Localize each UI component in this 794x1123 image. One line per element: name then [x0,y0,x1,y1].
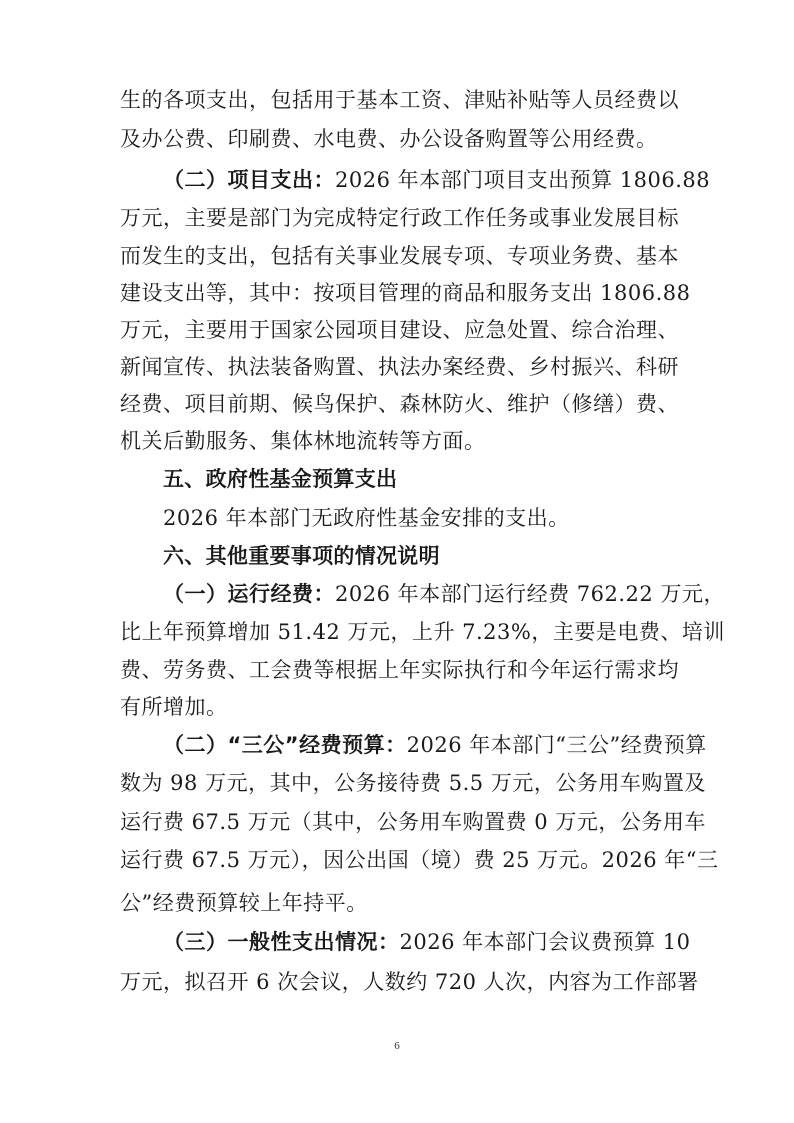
subsection-title: （一）运行经费： [163,582,335,606]
paragraph-line: 比上年预算增加 51.42 万元，上升 7.23%，主要是电费、培训 [120,620,725,644]
paragraph-line: 万元，拟召开 6 次会议，人数约 720 人次，内容为工作部署 [120,970,699,994]
paragraph-line: 新闻宣传、执法装备购置、执法办案经费、乡村振兴、科研 [120,355,679,379]
subsection-line [163,927,691,957]
section-heading: 五、政府性基金预算支出 [163,467,398,491]
subsection-text: 2026 年本部门会议费预算 10 [399,930,691,954]
paragraph-line: 运行费 67.5 万元），因公出国（境）费 25 万元。2026 年“三 [120,848,719,872]
subsection-title: （三）一般性支出情况： [163,930,400,954]
subsection-line [163,730,707,760]
paragraph-line: 万元，主要是部门为完成特定行政工作任务或事业发展目标 [120,206,679,230]
section-heading: 六、其他重要事项的情况说明 [163,544,440,568]
paragraph-line: 费、劳务费、工会费等根据上年实际执行和今年运行需求均 [120,658,679,682]
page-number: 6 [394,1040,400,1052]
subsection-text: 2026 年本部门“三公”经费预算 [406,733,707,757]
subsection-text: 2026 年本部门项目支出预算 1806.88 [335,168,711,192]
subsection-title: （二）“三公”经费预算： [163,733,407,757]
subsection-text: 2026 年本部门运行经费 762.22 万元， [335,582,725,606]
paragraph-line: 机关后勤服务、集体林地流转等方面。 [120,429,486,453]
paragraph-line: 建设支出等，其中：按项目管理的商品和服务支出 1806.88 [120,281,691,305]
paragraph-line: 及办公费、印刷费、水电费、办公设备购置等公用经费。 [120,127,658,151]
paragraph-line: 万元，主要用于国家公园项目建设、应急处置、综合治理、 [120,318,679,342]
paragraph-line: 经费、项目前期、候鸟保护、森林防火、维护（修缮）费、 [120,392,679,416]
paragraph-line: 数为 98 万元，其中，公务接待费 5.5 万元，公务用车购置及 [120,771,706,795]
paragraph-line: 运行费 67.5 万元（其中，公务用车购置费 0 万元，公务用车 [120,810,706,834]
paragraph-line: 公”经费预算较上年持平。 [120,891,368,915]
subsection-line [163,579,725,609]
paragraph-line: 而发生的支出，包括有关事业发展专项、专项业务费、基本 [120,244,679,268]
subsection-line [163,165,711,195]
paragraph-line: 生的各项支出，包括用于基本工资、津贴补贴等人员经费以 [120,88,679,112]
paragraph-line: 2026 年本部门无政府性基金安排的支出。 [163,506,570,530]
subsection-title: （二）项目支出： [163,168,335,192]
paragraph-line: 有所增加。 [120,695,228,719]
